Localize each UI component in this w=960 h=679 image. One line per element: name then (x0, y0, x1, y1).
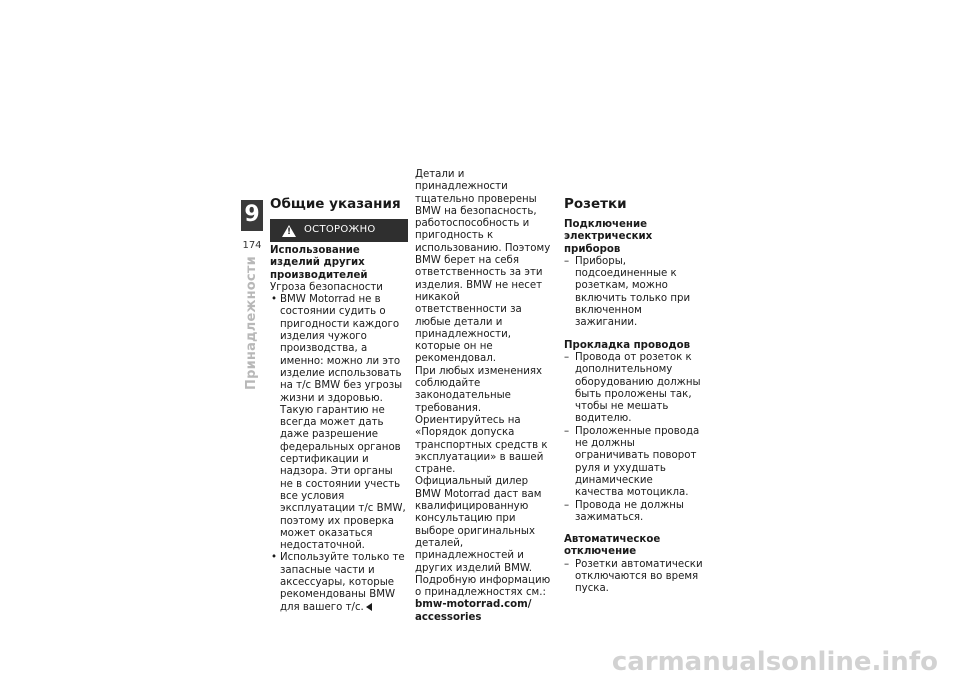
list-item: – Приборы, подсоединенные к розеткам, можно включить только при включенном зажигании. (564, 256, 704, 330)
column-general-notes (270, 196, 408, 614)
subsection-title: Прокладка проводов (564, 339, 691, 351)
section-end-icon (366, 603, 372, 611)
accessories-link[interactable]: bmw-motorrad.com/ accessories (415, 599, 532, 623)
warning-label: ОСТОРОЖНО (304, 224, 376, 236)
paragraph: Подробную информацию о принадлежностях см.: (415, 574, 551, 599)
footer-watermark: carmanualsonline.info (611, 647, 938, 677)
list-item: – Проложенные провода не должны ограничивать поворот руля и ухудшать динамические качества мотоцикла. (564, 426, 704, 500)
section-heading-general: Общие указания (270, 196, 401, 212)
list-item: – Провода не должны зажиматься. (564, 500, 704, 525)
subsection-title: Автоматическое отключение (564, 534, 661, 558)
warning-bullet-text: Используйте только те запасные части и аксессуары, которые рекомендованы BMW для вашего т/с. (280, 552, 405, 613)
paragraph: При любых изменениях соблюдайте законодательные требования. Ориентируйтесь на «Порядок допуска транспортных средств к эксплуатации» в вашей стране. (415, 365, 548, 476)
column-sockets (564, 196, 704, 596)
subsection-title: Подключение электрических приборов (564, 219, 653, 255)
page-number: 174 (242, 240, 262, 251)
dash-list (564, 256, 704, 330)
warning-banner (270, 219, 408, 242)
chapter-divider (241, 230, 263, 231)
warning-title: Использование изделий других производителей (270, 245, 368, 281)
chapter-number: 9 (241, 200, 263, 230)
warning-bullet (270, 552, 408, 613)
warning-subtitle: Угроза безопасности (270, 281, 383, 293)
column-general-notes-cont (415, 169, 553, 624)
list-item: – Провода от розеток к дополнительному оборудованию должны быть проложены так, чтобы не мешать водителю. (564, 352, 704, 426)
section-heading-sockets: Розетки (564, 196, 627, 212)
list-item: – Розетки автоматически отключаются во время пуска. (564, 559, 704, 596)
warning-bullet: • BMW Motorrad не в состоянии судить о пригодности каждого изделия чужого производства, а именно: можно ли это изделие использовать на т/с BMW без угрозы жизни и здоровью. Такую гарантию не всегда может дать даже разрешение федеральных органов сертификации и надзора. Эти органы не в состоянии учесть все условия эксплуатации т/с BMW, поэтому их проверка может оказаться недостаточной. (270, 294, 408, 552)
dash-list (564, 559, 704, 596)
warning-triangle-icon: ! (282, 225, 296, 237)
chapter-side-title: Принадлежности (244, 256, 259, 390)
warning-bullet-list (270, 294, 408, 614)
paragraph: Детали и принадлежности тщательно проверены BMW на безопасность, работоспособность и пригодность к использованию. Поэтому BMW берет на себя ответственность за эти изделия. BMW не несет никакой ответственности за любые детали и принадлежности, которые он не рекомендовал. (415, 169, 551, 365)
paragraph: Официальный дилер BMW Motorrad даст вам квалифицированную консультацию при выборе оригинальных деталей, принадлежностей и других изделий BMW. (415, 476, 542, 574)
dash-list (564, 352, 704, 524)
